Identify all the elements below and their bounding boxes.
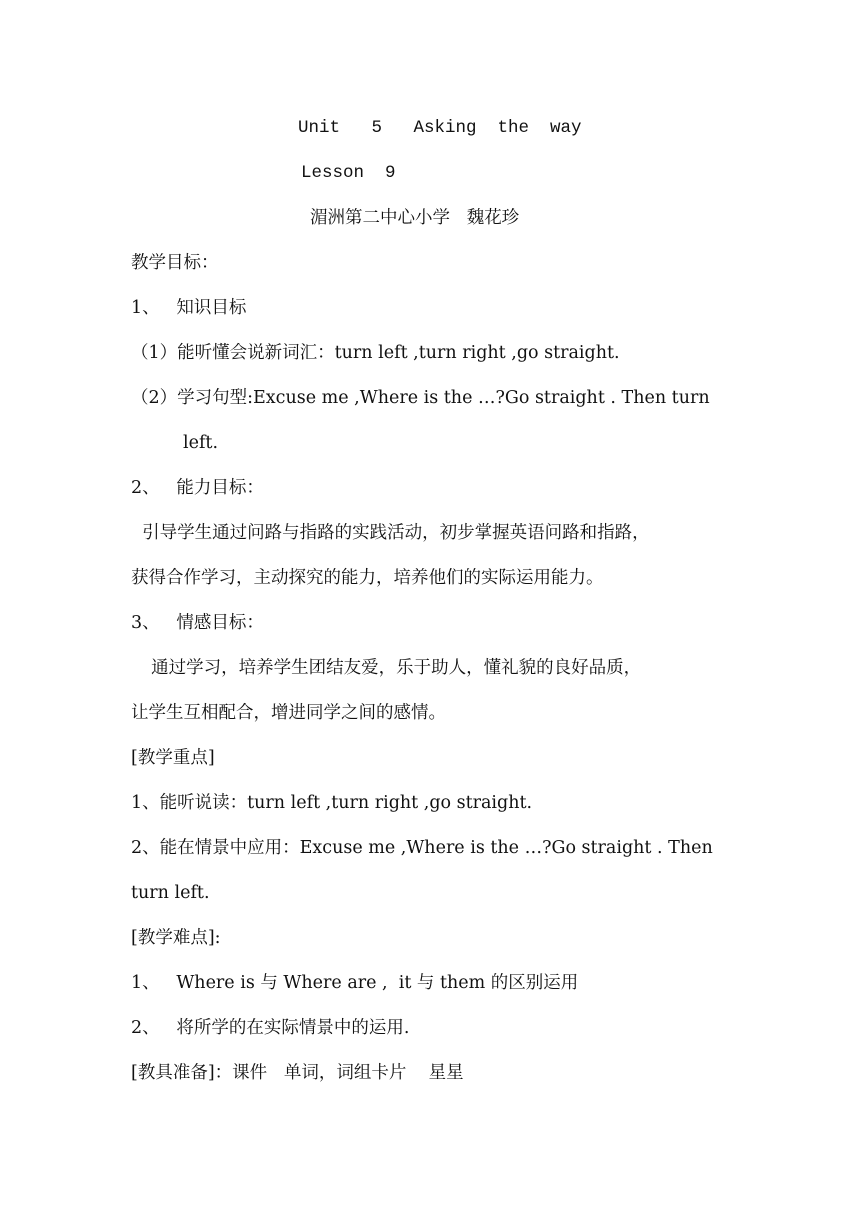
objective-2-paragraph-line-2: 获得合作学习，主动探究的能力，培养他们的实际运用能力。 — [131, 568, 604, 588]
materials-line: [教具准备]：课件 单词，词组卡片 星星 — [131, 1063, 464, 1083]
difficulty-1: 1、 Where is 与 Where are , it 与 them 的区别运用 — [131, 973, 579, 993]
difficulties-heading: [教学难点]: — [131, 928, 221, 948]
objective-3-paragraph-line-1: 通过学习，培养学生团结友爱，乐于助人，懂礼貌的良好品质， — [140, 658, 642, 678]
key-point-2: 2、能在情景中应用：Excuse me ,Where is the …?Go straight . Then — [131, 838, 713, 858]
unit-title: Unit 5 Asking the way — [298, 118, 582, 138]
objectives-heading: 教学目标： — [131, 253, 219, 273]
difficulty-2: 2、 将所学的在实际情景中的运用. — [131, 1018, 410, 1038]
objective-2-paragraph-line-1: 引导学生通过问路与指路的实践活动，初步掌握英语问路和指路， — [131, 523, 650, 543]
objective-1-item-2-continued: left. — [183, 433, 219, 453]
key-point-2-continued: turn left. — [131, 883, 210, 903]
objective-1-item-1: （1）能听懂会说新词汇：turn left ,turn right ,go straight. — [131, 343, 620, 363]
lesson-title: Lesson 9 — [301, 163, 396, 183]
objective-1-item-2: （2）学习句型:Excuse me ,Where is the …?Go straight . Then turn — [131, 388, 710, 408]
objective-2-heading: 2、 能力目标： — [131, 478, 264, 498]
author-line: 湄洲第二中心小学 魏花珍 — [310, 208, 520, 228]
objective-3-paragraph-line-2: 让学生互相配合，增进同学之间的感情。 — [131, 703, 446, 723]
objective-1-heading: 1、 知识目标 — [131, 298, 247, 318]
key-points-heading: [教学重点] — [131, 748, 215, 768]
objective-3-heading: 3、 情感目标： — [131, 613, 264, 633]
key-point-1: 1、能听说读：turn left ,turn right ,go straight. — [131, 793, 533, 813]
